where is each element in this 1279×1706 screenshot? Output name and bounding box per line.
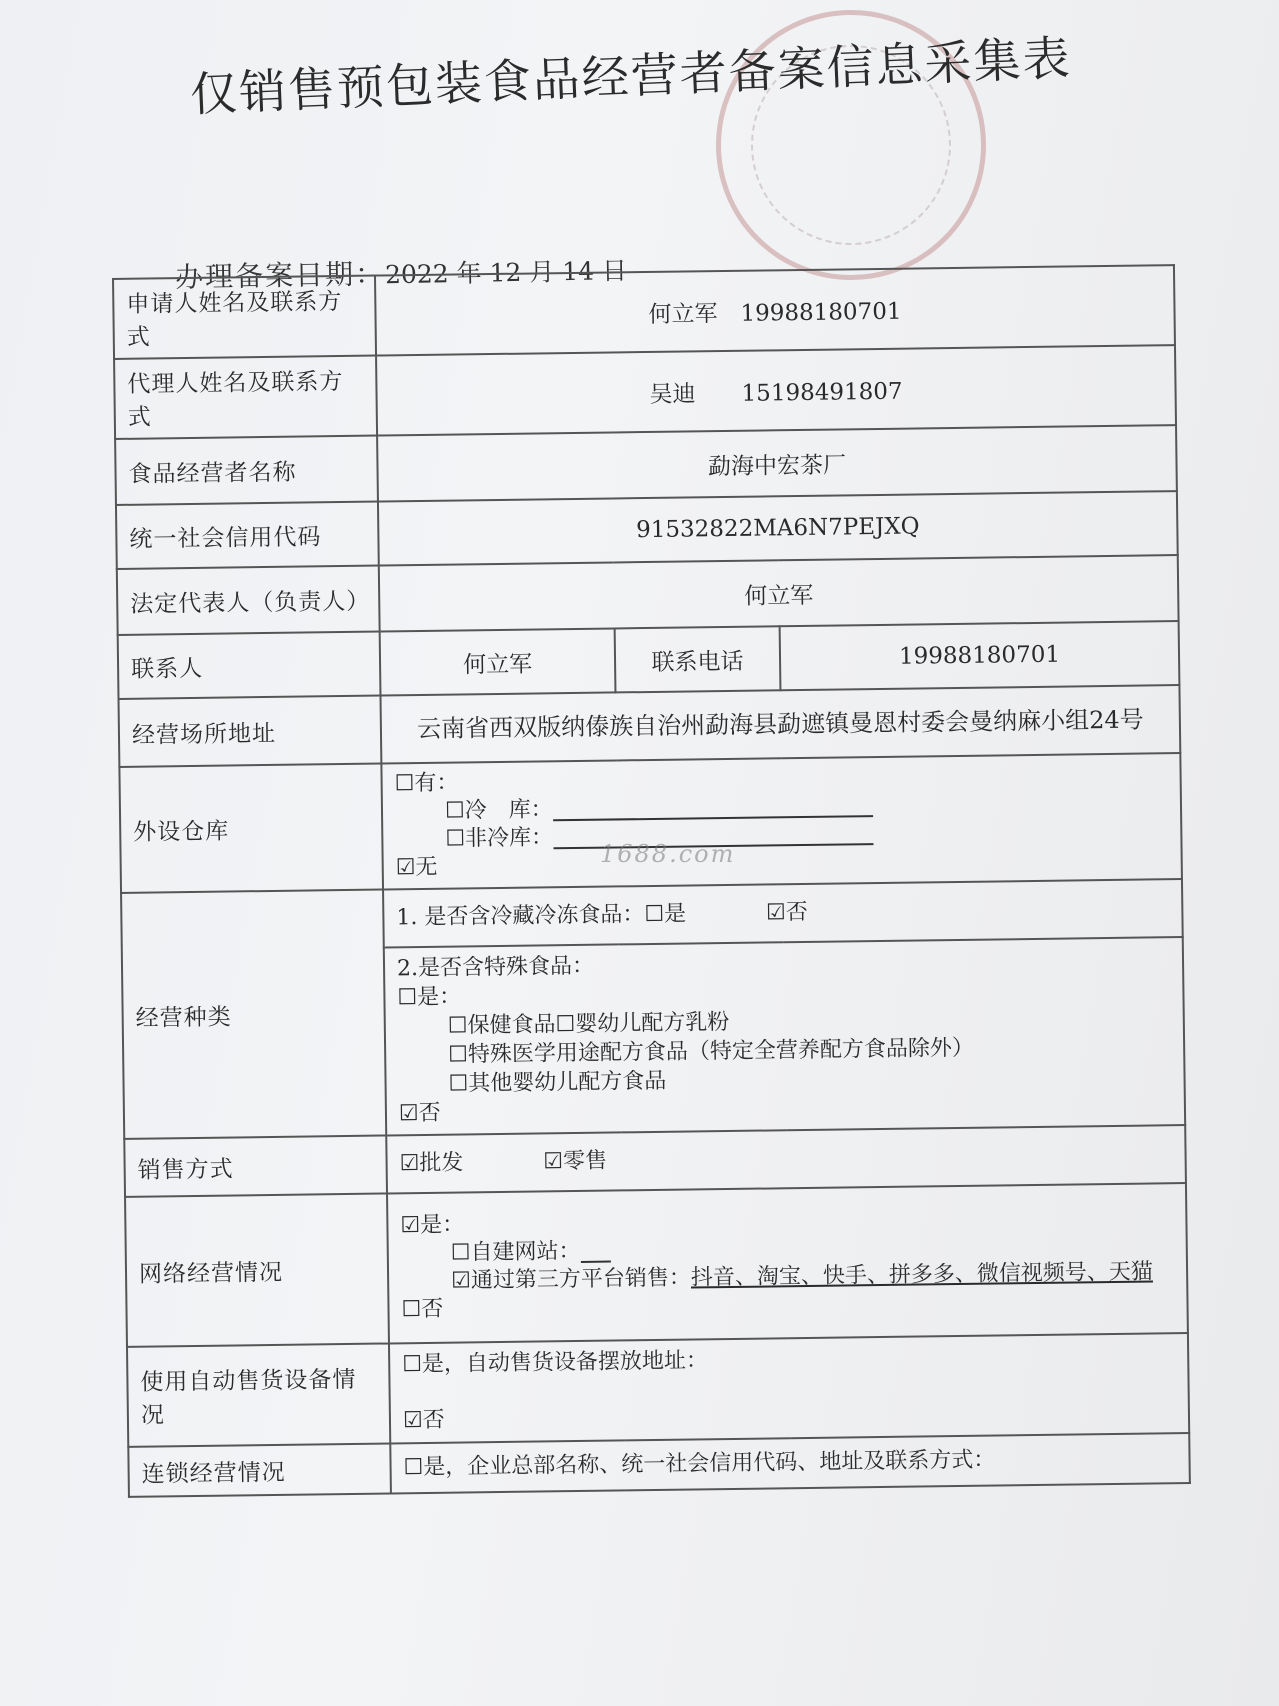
warehouse-cold-text: ☐冷 库： xyxy=(444,797,553,824)
warehouse-no-option: ☑无 xyxy=(395,854,438,881)
online-label: 网络经营情况 xyxy=(125,1193,389,1346)
operator-name-label: 食品经营者名称 xyxy=(115,436,378,505)
chain-label: 连锁经营情况 xyxy=(128,1443,391,1496)
category-label: 经营种类 xyxy=(121,890,386,1139)
online-no: ☐否 xyxy=(401,1296,444,1323)
form-table xyxy=(112,264,1191,1498)
online-own-site-text: ☐自建网站： xyxy=(450,1238,581,1266)
credit-code-label: 统一社会信用代码 xyxy=(116,502,379,569)
row-applicant xyxy=(113,265,1175,359)
row-agent xyxy=(114,345,1176,439)
sales-retail: ☑零售 xyxy=(543,1148,608,1175)
warehouse-noncold-text: ☐非冷库： xyxy=(445,825,554,852)
category-q1-no: ☑否 xyxy=(765,899,808,926)
row-vending xyxy=(127,1333,1189,1447)
contact-phone: 19988180701 xyxy=(780,621,1180,690)
online-own-site-blank xyxy=(580,1241,610,1263)
category-q1-text: 1. 是否含冷藏冷冻食品：☐是 xyxy=(396,901,687,931)
category-q2 xyxy=(384,937,1185,1135)
operator-name-value: 勐海中宏茶厂 xyxy=(377,425,1177,501)
warehouse-cold-blank xyxy=(553,795,873,821)
address-label: 经营场所地址 xyxy=(119,696,382,767)
vending-options xyxy=(389,1333,1189,1443)
category-q2-no: ☑否 xyxy=(398,1100,441,1127)
legal-rep-value: 何立军 xyxy=(379,555,1179,631)
contact-label: 联系人 xyxy=(118,632,381,699)
credit-code-value: 91532822MA6N7PEJXQ xyxy=(378,491,1178,565)
contact-phone-label: 联系电话 xyxy=(615,626,781,692)
online-options xyxy=(387,1183,1188,1343)
watermark: 1688.com xyxy=(600,840,736,868)
category-opt-health: ☐保健食品☐婴幼儿配方乳粉 xyxy=(447,1009,730,1039)
vending-yes: ☐是，自动售货设备摆放地址： xyxy=(402,1348,709,1378)
contact-name: 何立军 xyxy=(380,628,616,695)
document-title: 仅销售预包装食品经营者备案信息采集表 xyxy=(189,31,1073,123)
agent-label: 代理人姓名及联系方式 xyxy=(114,356,377,439)
applicant-value: 何立军 19988180701 xyxy=(375,265,1175,355)
category-q1 xyxy=(383,879,1183,947)
warehouse-yes-option: ☐有： xyxy=(394,770,459,797)
vending-no: ☑否 xyxy=(402,1407,445,1434)
online-third-party-text: ☑通过第三方平台销售： xyxy=(450,1265,692,1294)
online-platforms: 抖音、淘宝、快手、拼多多、微信视频号、天猫 xyxy=(690,1259,1154,1291)
filing-date-label: 办理备案日期： xyxy=(174,257,386,294)
category-q2-yes: ☐是： xyxy=(397,984,462,1011)
agent-value: 吴迪 15198491807 xyxy=(376,345,1176,435)
chain-yes: ☐是，企业总部名称、统一社会信用代码、地址及联系方式： xyxy=(390,1433,1190,1493)
applicant-label: 申请人姓名及联系方式 xyxy=(113,276,376,359)
sales-options xyxy=(386,1125,1186,1193)
address-value: 云南省西双版纳傣族自治州勐海县勐遮镇曼恩村委会曼纳麻小组24号 xyxy=(380,685,1180,763)
legal-rep-label: 法定代表人（负责人） xyxy=(117,566,380,635)
category-opt-infant: ☐其他婴幼儿配方食品 xyxy=(448,1068,667,1097)
warehouse-label: 外设仓库 xyxy=(119,764,383,893)
registration-form xyxy=(112,264,1191,1538)
sales-wholesale: ☑批发 xyxy=(399,1150,464,1177)
warehouse-options xyxy=(381,753,1182,889)
online-yes: ☑是： xyxy=(400,1212,465,1239)
row-online xyxy=(125,1183,1188,1347)
row-warehouse xyxy=(119,753,1182,893)
vending-label: 使用自动售货设备情况 xyxy=(127,1343,390,1446)
category-q2-text: 2.是否含特殊食品： xyxy=(396,953,595,982)
filing-date-value: 2022 年 12 月 14 日 xyxy=(384,256,628,290)
sales-label: 销售方式 xyxy=(124,1135,387,1196)
category-opt-medical: ☐特殊医学用途配方食品（特定全营养配方食品除外） xyxy=(448,1035,975,1068)
